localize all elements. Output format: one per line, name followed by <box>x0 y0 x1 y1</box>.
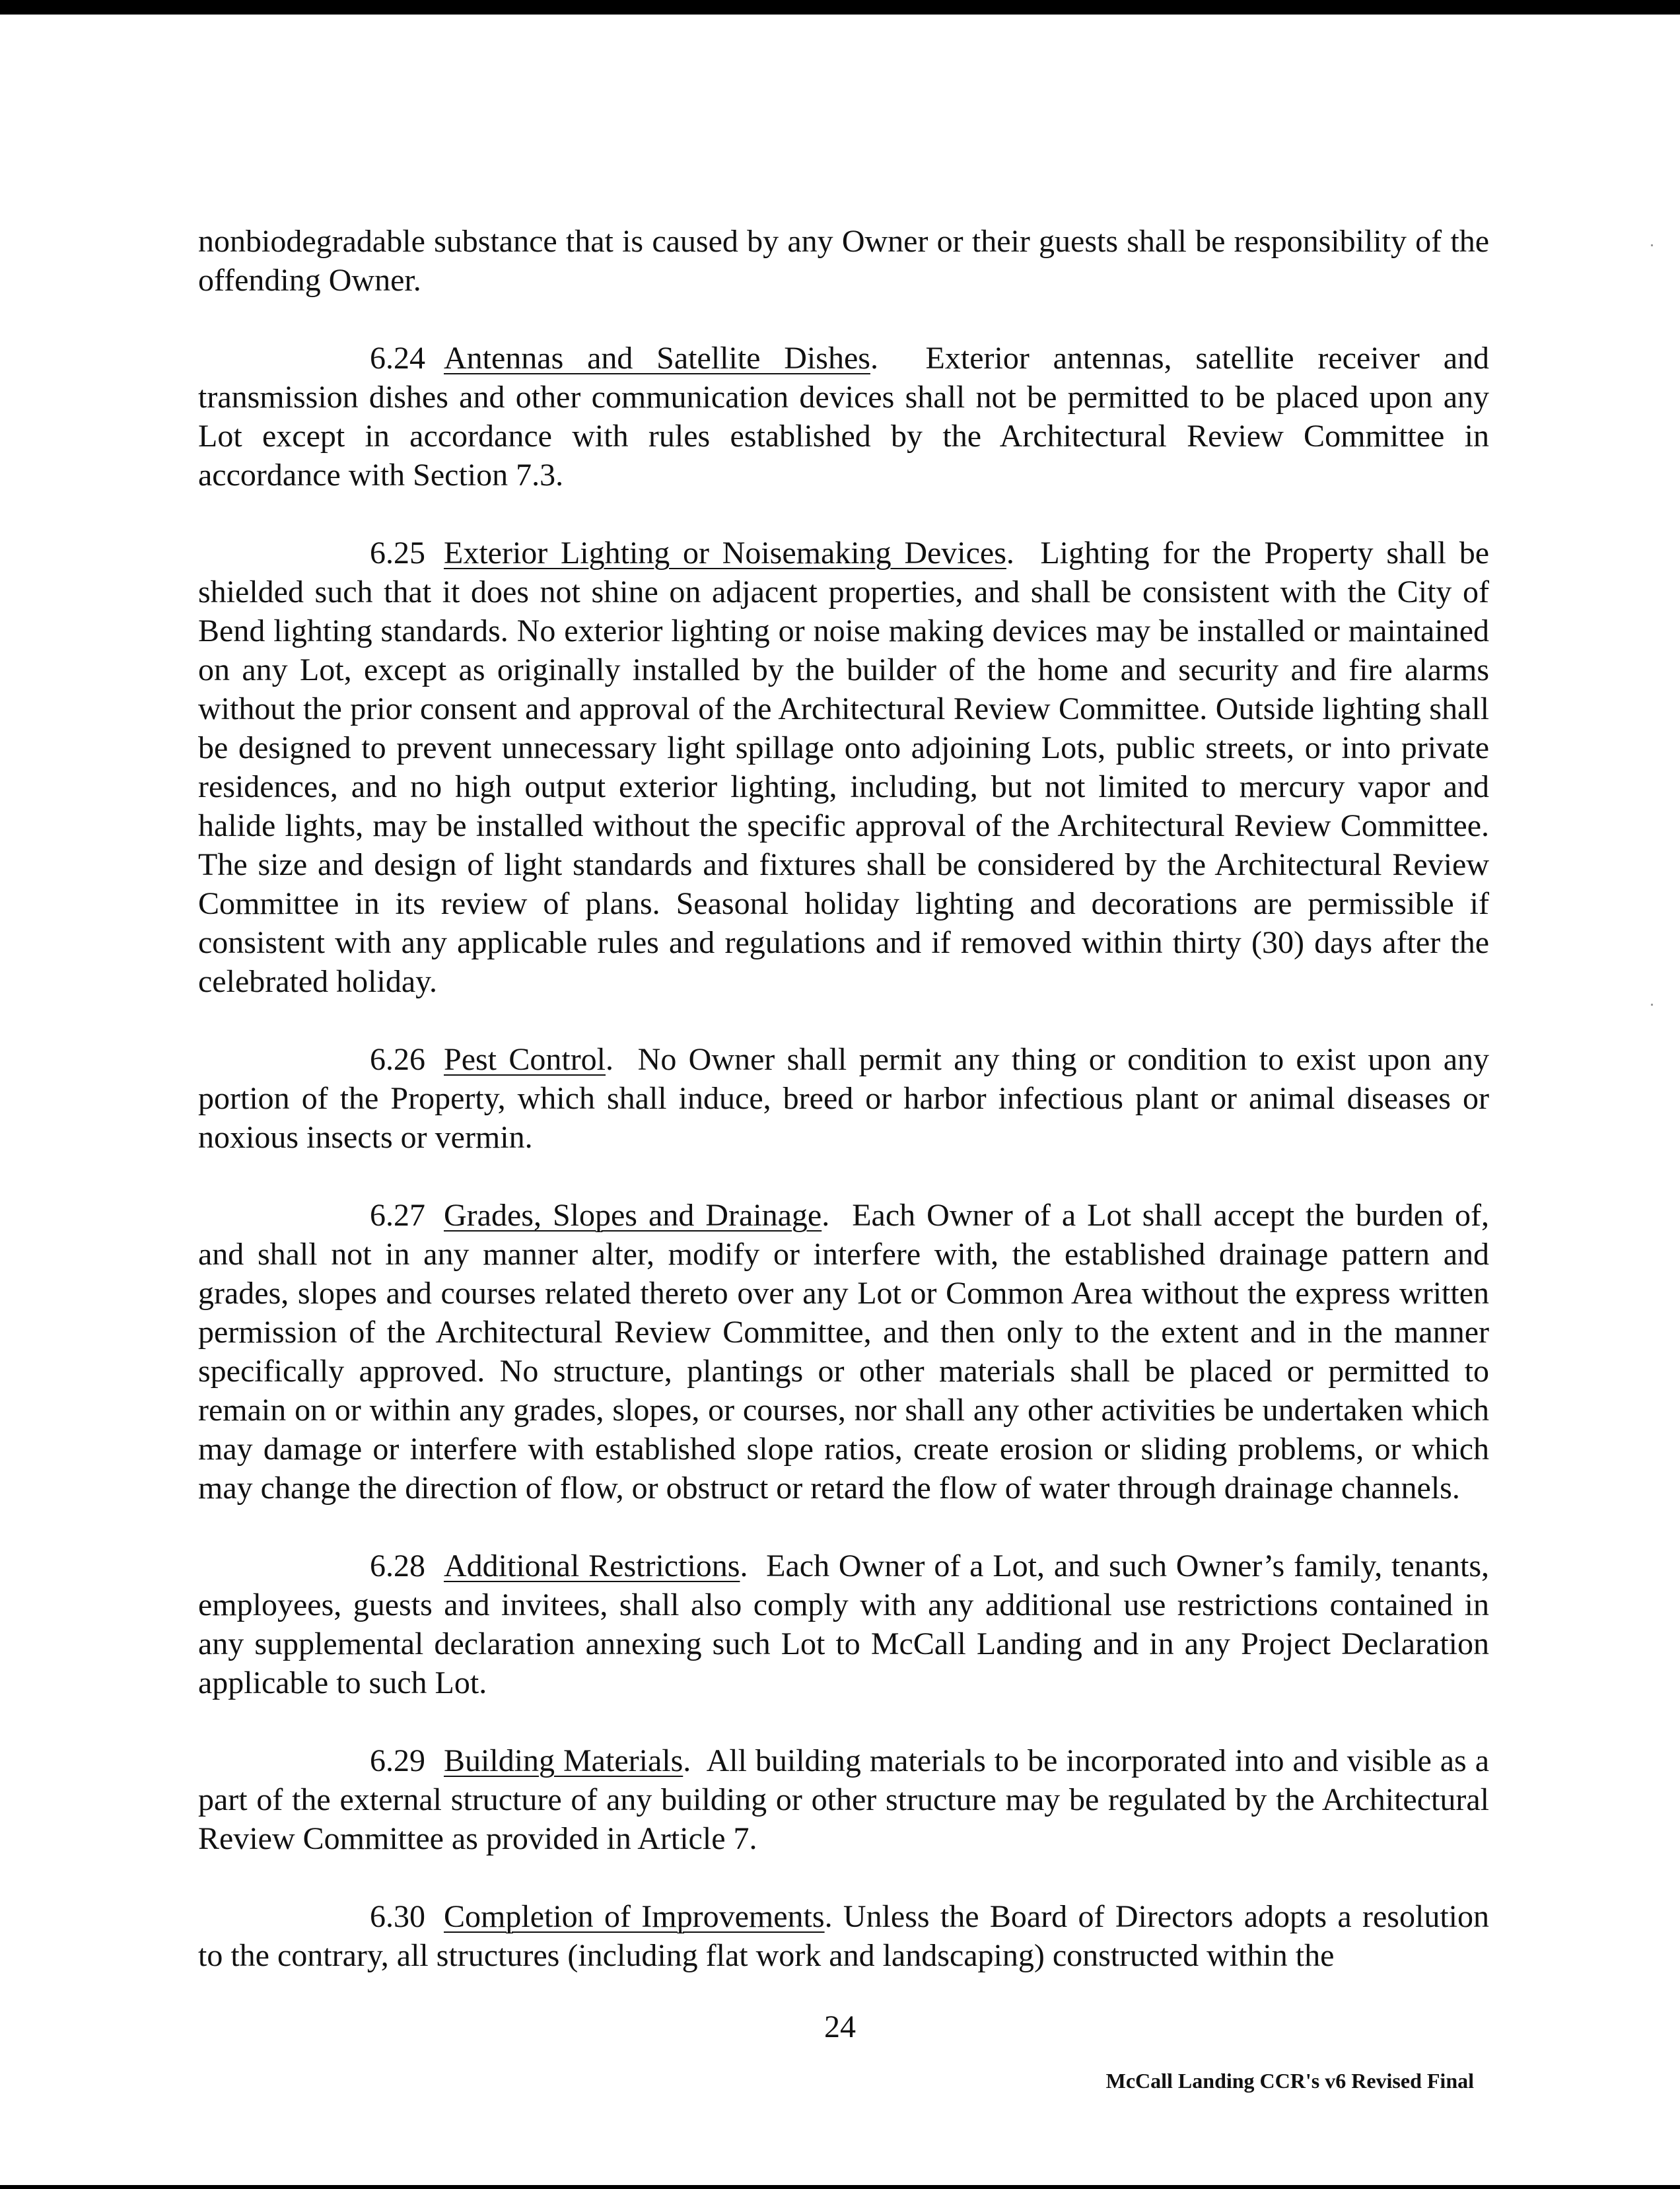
section-heading: Exterior Lighting or Noisemaking Devices <box>444 536 1006 571</box>
section-body: No Owner shall permit any thing or condition to exist upon any portion of the Property, which shall induce, breed or harbor infectious plant or animal diseases or noxious insects or vermin. <box>198 1042 1490 1155</box>
section-6-29: 6.29 Building Materials. All building materials to be incorporated into and visible as a part of the external structure of any building or other structure may be regulated by the Architectural Review Committee as provided in Article 7. <box>198 1741 1489 1858</box>
section-number: 6.29 <box>370 1743 425 1778</box>
scan-speck <box>1651 244 1653 246</box>
section-body: Unless the Board of Directors adopts a resolution to the contrary, all structures (including flat work and landscaping) constructed within the <box>198 1899 1489 1973</box>
section-number: 6.25 <box>370 536 425 571</box>
section-6-25: 6.25 Exterior Lighting or Noisemaking Devices. Lighting for the Property shall be shielded such that it does not shine on adjacent properties, and shall be consistent with the City of Bend lighting standards. No exterior lighting or noise making devices may be installed or maintained on any Lot, except as originally installed by the builder of the home and security and fire alarms without the prior consent and approval of the Architectural Review Committee. Outside lighting shall be designed to prevent unnecessary light spillage onto adjoining Lots, public streets, or into private residences, and no high output exterior lighting, including, but not limited to mercury vapor and halide lights, may be installed without the specific approval of the Architectural Review Committee. The size and design of light standards and fixtures shall be considered by the Architectural Review Committee in its review of plans. Seasonal holiday lighting and decorations are permissible if consistent with any applicable rules and regulations and if removed within thirty (30) days after the celebrated holiday. <box>198 534 1489 1001</box>
scan-bottom-border <box>0 2185 1680 2189</box>
section-6-30: 6.30 Completion of Improvements. Unless the Board of Directors adopts a resolution to the contrary, all structures (including flat work and landscaping) constructed within the <box>198 1897 1489 1975</box>
page-number: 24 <box>824 2009 856 2044</box>
document-version-footer: McCall Landing CCR's v6 Revised Final <box>1105 2069 1474 2093</box>
section-body: All building materials to be incorporated into and visible as a part of the external structure of any building or other structure may be regulated by the Architectural Review Committee as provided in Article 7. <box>198 1743 1489 1856</box>
section-number: 6.27 <box>370 1198 425 1233</box>
section-body: Each Owner of a Lot, and such Owner’s family, tenants, employees, guests and invitees, shall also comply with any additional use restrictions contained in any supplemental declaration annexing such Lot to McCall Landing and in any Project Declaration applicable to such Lot. <box>198 1548 1489 1700</box>
section-heading: Grades, Slopes and Drainage <box>444 1198 822 1233</box>
section-6-26: 6.26 Pest Control. No Owner shall permit any thing or condition to exist upon any portion of the Property, which shall induce, breed or harbor infectious plant or animal diseases or noxious insects or vermin. <box>198 1040 1489 1157</box>
section-number: 6.24 <box>370 341 425 376</box>
section-body: Lighting for the Property shall be shielded such that it does not shine on adjacent properties, and shall be consistent with the City of Bend lighting standards. No exterior lighting or noise making devices may be installed or maintained on any Lot, except as originally installed by the builder of the home and security and fire alarms without the prior consent and approval of the Architectural Review Committee. Outside lighting shall be designed to prevent unnecessary light spillage onto adjoining Lots, public streets, or into private residences, and no high output exterior lighting, including, but not limited to mercury vapor and halide lights, may be installed without the specific approval of the Architectural Review Committee. The size and design of light standards and fixtures shall be considered by the Architectural Review Committee in its review of plans. Seasonal holiday lighting and decorations are permissible if consistent with any applicable rules and regulations and if removed within thirty (30) days after the celebrated holiday. <box>198 536 1490 999</box>
continuation-paragraph: nonbiodegradable substance that is caused by any Owner or their guests shall be responsibility of the offending Owner. <box>198 224 1489 298</box>
section-body: Each Owner of a Lot shall accept the burden of, and shall not in any manner alter, modify or interfere with, the established drainage pattern and grades, slopes and courses related thereto over any Lot or Common Area without the express written permission of the Architectural Review Committee, and then only to the extent and in the manner specifically approved. No structure, plantings or other materials shall be placed or permitted to remain on or within any grades, slopes, or courses, nor shall any other activities be undertaken which may damage or interfere with established slope ratios, create erosion or sliding problems, or which may change the direction of flow, or obstruct or retard the flow of water through drainage channels. <box>198 1198 1489 1506</box>
section-6-24: 6.24 Antennas and Satellite Dishes. Exterior antennas, satellite receiver and transmission dishes and other communication devices shall not be permitted to be placed upon any Lot except in accordance with rules established by the Architectural Review Committee in accordance with Section 7.3. <box>198 339 1489 495</box>
section-6-27: 6.27 Grades, Slopes and Drainage. Each Owner of a Lot shall accept the burden of, and shall not in any manner alter, modify or interfere with, the established drainage pattern and grades, slopes and courses related thereto over any Lot or Common Area without the express written permission of the Architectural Review Committee, and then only to the extent and in the manner specifically approved. No structure, plantings or other materials shall be placed or permitted to remain on or within any grades, slopes, or courses, nor shall any other activities be undertaken which may damage or interfere with established slope ratios, create erosion or sliding problems, or which may change the direction of flow, or obstruct or retard the flow of water through drainage channels. <box>198 1196 1489 1508</box>
section-number: 6.26 <box>370 1042 425 1077</box>
section-heading: Pest Control <box>444 1042 606 1077</box>
section-number: 6.30 <box>370 1899 425 1934</box>
section-number: 6.28 <box>370 1548 425 1583</box>
section-heading: Additional Restrictions <box>444 1548 740 1583</box>
section-heading: Antennas and Satellite Dishes <box>444 341 870 376</box>
scan-top-border <box>0 0 1680 15</box>
scan-speck <box>1651 1004 1653 1006</box>
section-heading: Building Materials <box>444 1743 683 1778</box>
section-body: Exterior antennas, satellite receiver and transmission dishes and other communication devices shall not be permitted to be placed upon any Lot except in accordance with rules established by the Architectural Review Committee in accordance with Section 7.3. <box>198 341 1490 493</box>
section-6-28: 6.28 Additional Restrictions. Each Owner of a Lot, and such Owner’s family, tenants, employees, guests and invitees, shall also comply with any additional use restrictions contained in any supplemental declaration annexing such Lot to McCall Landing and in any Project Declaration applicable to such Lot. <box>198 1546 1489 1702</box>
section-heading: Completion of Improvements <box>444 1899 825 1934</box>
document-body <box>198 222 1489 1975</box>
